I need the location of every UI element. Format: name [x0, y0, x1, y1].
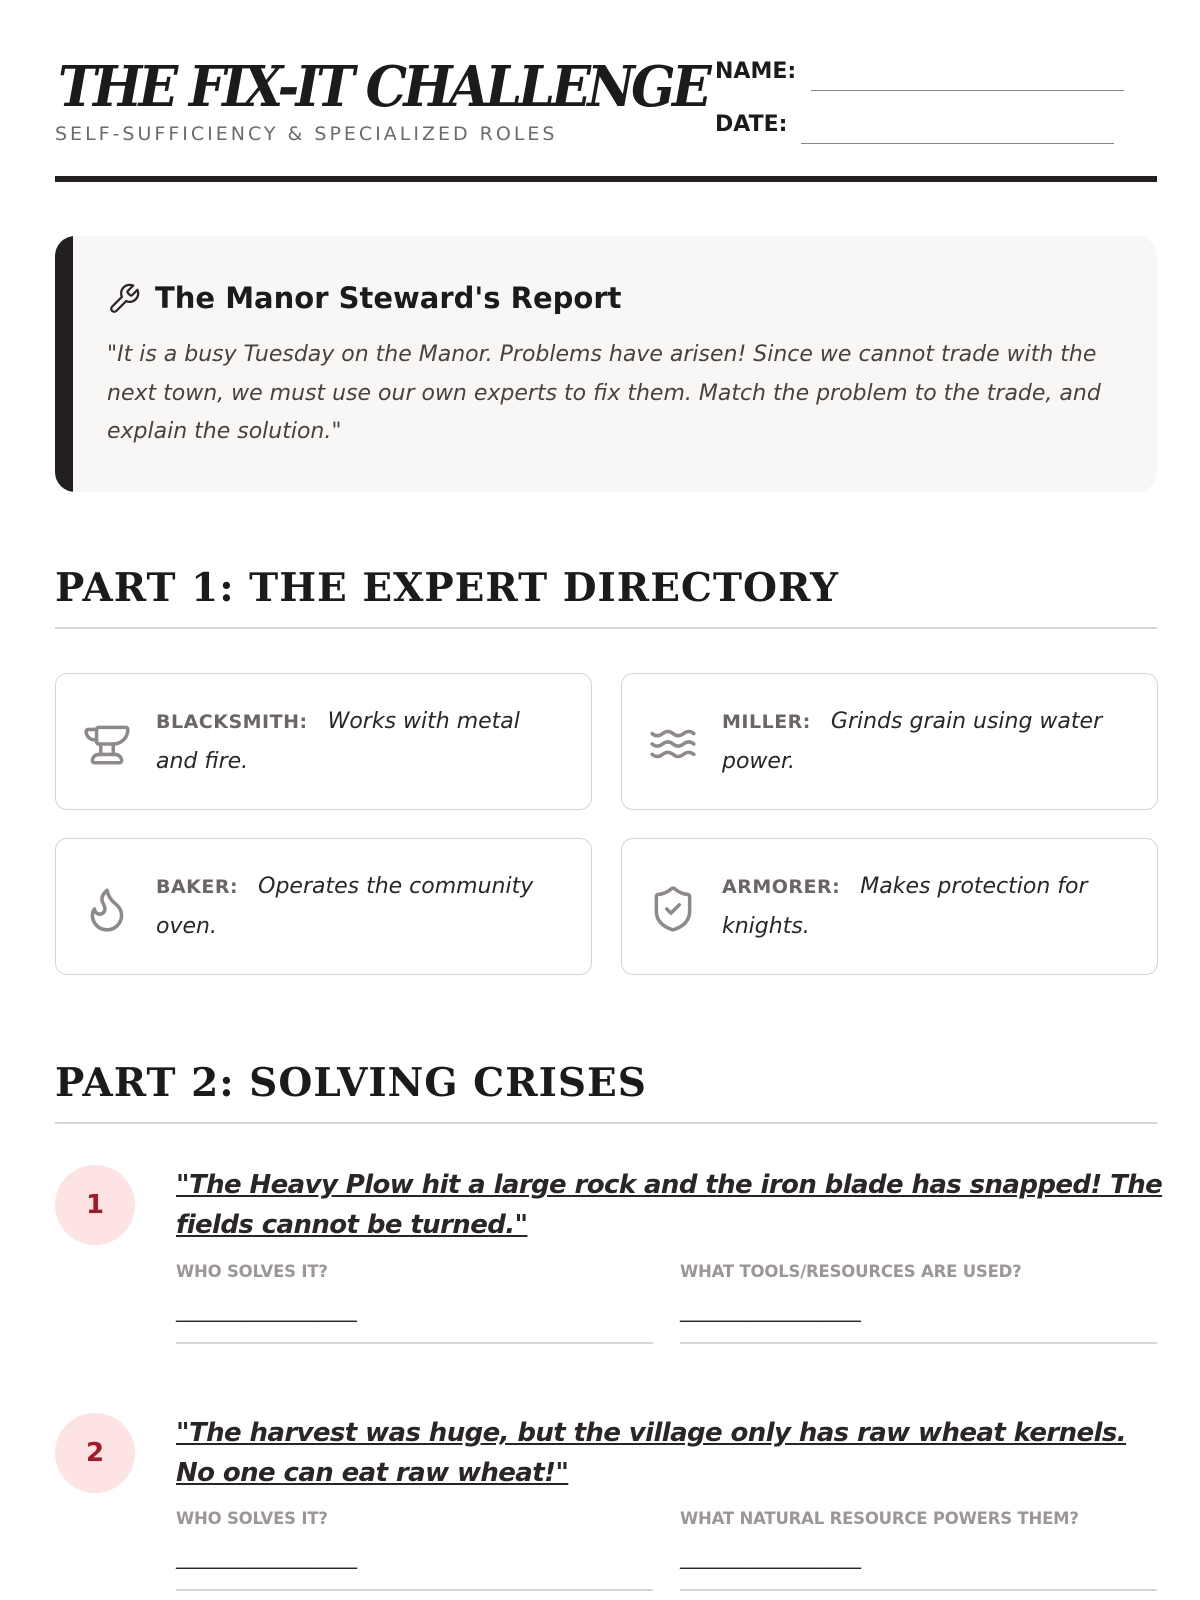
anvil-icon — [82, 719, 132, 769]
natural-resource-blank[interactable]: ____________________ — [680, 1545, 860, 1569]
who-solves-blank[interactable]: ____________________ — [176, 1545, 356, 1569]
expert-text — [722, 702, 1132, 782]
date-field[interactable] — [801, 143, 1114, 144]
crisis-question: "The harvest was huge, but the village only has raw wheat kernels. No one can eat raw wheat!" — [176, 1418, 1127, 1488]
answer-line[interactable] — [680, 1589, 1157, 1591]
worksheet-subtitle: SELF-SUFFICIENCY & SPECIALIZED ROLES — [55, 123, 558, 145]
tools-used-label: WHAT TOOLS/RESOURCES ARE USED? — [680, 1262, 1022, 1281]
expert-role: BLACKSMITH: — [156, 711, 308, 733]
who-solves-blank[interactable]: ____________________ — [176, 1298, 356, 1322]
answer-line[interactable] — [680, 1342, 1157, 1344]
who-solves-label: WHO SOLVES IT? — [176, 1509, 328, 1528]
crisis-question: "The Heavy Plow hit a large rock and the iron blade has snapped! The fields cannot be turned." — [176, 1170, 1163, 1240]
expert-text — [722, 867, 1132, 947]
flame-icon — [82, 884, 132, 934]
expert-desc: Operates the community oven. — [156, 874, 534, 939]
expert-card-blacksmith — [55, 673, 592, 810]
expert-card-armorer — [621, 838, 1158, 975]
answer-line[interactable] — [176, 1342, 653, 1344]
expert-role: ARMORER: — [722, 876, 841, 898]
expert-card-miller — [621, 673, 1158, 810]
water-waves-icon — [648, 719, 698, 769]
crisis-number-badge: 1 — [55, 1165, 135, 1245]
expert-desc: Grinds grain using water power. — [722, 709, 1103, 774]
report-body: "It is a busy Tuesday on the Manor. Problems have arisen! Since we cannot trade with the next town, we must use our own experts to fix them. Match the problem to the trade, and explain the solution." — [107, 342, 1101, 444]
callout-accent-bar — [55, 236, 73, 492]
expert-desc: Makes protection for knights. — [722, 874, 1088, 939]
expert-role: BAKER: — [156, 876, 239, 898]
expert-text — [156, 867, 566, 947]
expert-desc: Works with metal and fire. — [156, 709, 520, 774]
who-solves-label: WHO SOLVES IT? — [176, 1262, 328, 1281]
part2-title: PART 2: SOLVING CRISES — [55, 1060, 647, 1106]
name-label: NAME: — [715, 59, 797, 84]
report-title: The Manor Steward's Report — [155, 281, 622, 315]
worksheet-header — [55, 55, 1157, 180]
shield-check-icon — [648, 884, 698, 934]
date-label: DATE: — [715, 112, 788, 137]
name-field[interactable] — [811, 90, 1124, 91]
steward-report-callout — [55, 236, 1157, 492]
part1-divider — [55, 627, 1157, 629]
part2-divider — [55, 1122, 1157, 1124]
expert-text — [156, 702, 566, 782]
expert-card-baker — [55, 838, 592, 975]
crisis-number-badge: 2 — [55, 1413, 135, 1493]
worksheet-title: THE FIX-IT CHALLENGE — [58, 54, 708, 120]
part1-title: PART 1: THE EXPERT DIRECTORY — [55, 565, 840, 611]
answer-line[interactable] — [176, 1589, 653, 1591]
natural-resource-label: WHAT NATURAL RESOURCE POWERS THEM? — [680, 1509, 1079, 1528]
tools-used-blank[interactable]: ____________________ — [680, 1298, 860, 1322]
expert-role: MILLER: — [722, 711, 811, 733]
header-divider — [55, 176, 1157, 182]
wrench-icon — [107, 282, 141, 316]
